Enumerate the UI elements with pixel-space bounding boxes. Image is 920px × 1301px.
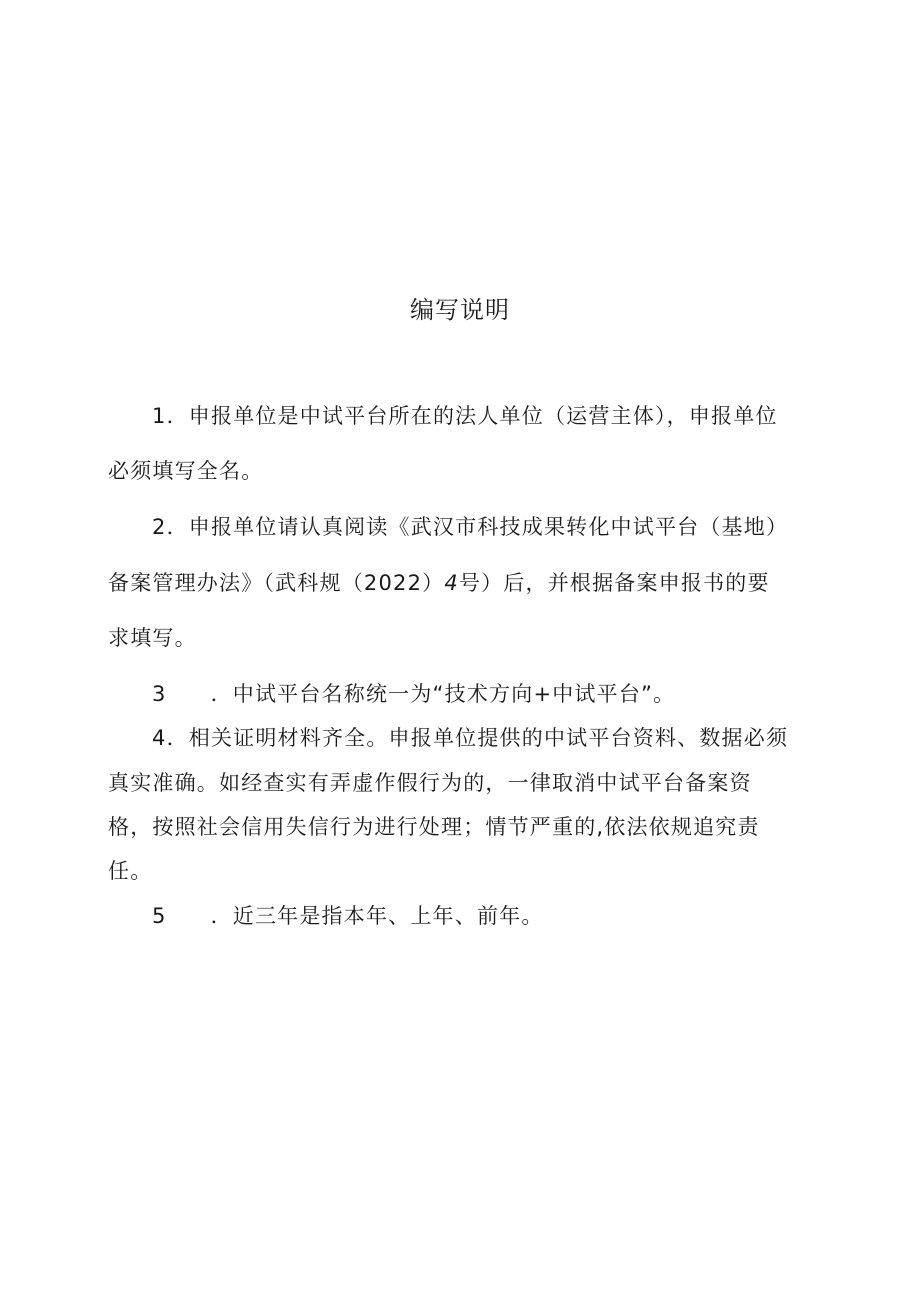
item-2-text-1: ．申报单位请认真阅读《武汉市科技成果转化中试平台（基地） (166, 515, 789, 539)
item-4-line-2: 真实准确。如经查实有弄虚作假行为的，一律取消中试平台备案资 (108, 771, 752, 795)
item-3-number: 3 (152, 682, 167, 706)
item-3-text-1: ．中试平台名称统一为“技术方向+中试平台”。 (210, 682, 676, 706)
item-2-text-2c: 号）后，并根据备案申报书的要 (458, 571, 770, 595)
item-4-line-1 (152, 723, 788, 753)
item-2-line-2 (108, 568, 770, 598)
item-1-number: 1 (152, 404, 167, 428)
page-title: 编写说明 (410, 296, 510, 324)
item-4-line-4: 任。 (108, 859, 153, 883)
item-1-text-1: ．申报单位是中试平台所在的法人单位（运营主体），申报单位 (166, 404, 778, 428)
item-5-line-1 (152, 901, 544, 931)
item-3-line-1 (152, 679, 675, 709)
item-2-line-3: 求填写。 (108, 626, 197, 650)
item-1-line-2: 必须填写全名。 (108, 459, 264, 483)
item-4-line-3: 格，按照社会信用失信行为进行处理；情节严重的,依法依规追究责 (108, 815, 760, 839)
item-2-number: 2 (152, 515, 167, 539)
item-4-number: 4 (152, 726, 167, 750)
item-5-number: 5 (152, 904, 167, 928)
item-2-line-1 (152, 512, 788, 542)
item-1-line-1 (152, 401, 778, 431)
item-2-text-2a: 备案管理办法》（武科规（2022） (108, 571, 445, 595)
item-4-text-1: ．相关证明材料齐全。申报单位提供的中试平台资料、数据必须 (166, 726, 789, 750)
item-5-text-1: ．近三年是指本年、上年、前年。 (210, 904, 544, 928)
item-2-text-2b: 4 (444, 571, 459, 595)
